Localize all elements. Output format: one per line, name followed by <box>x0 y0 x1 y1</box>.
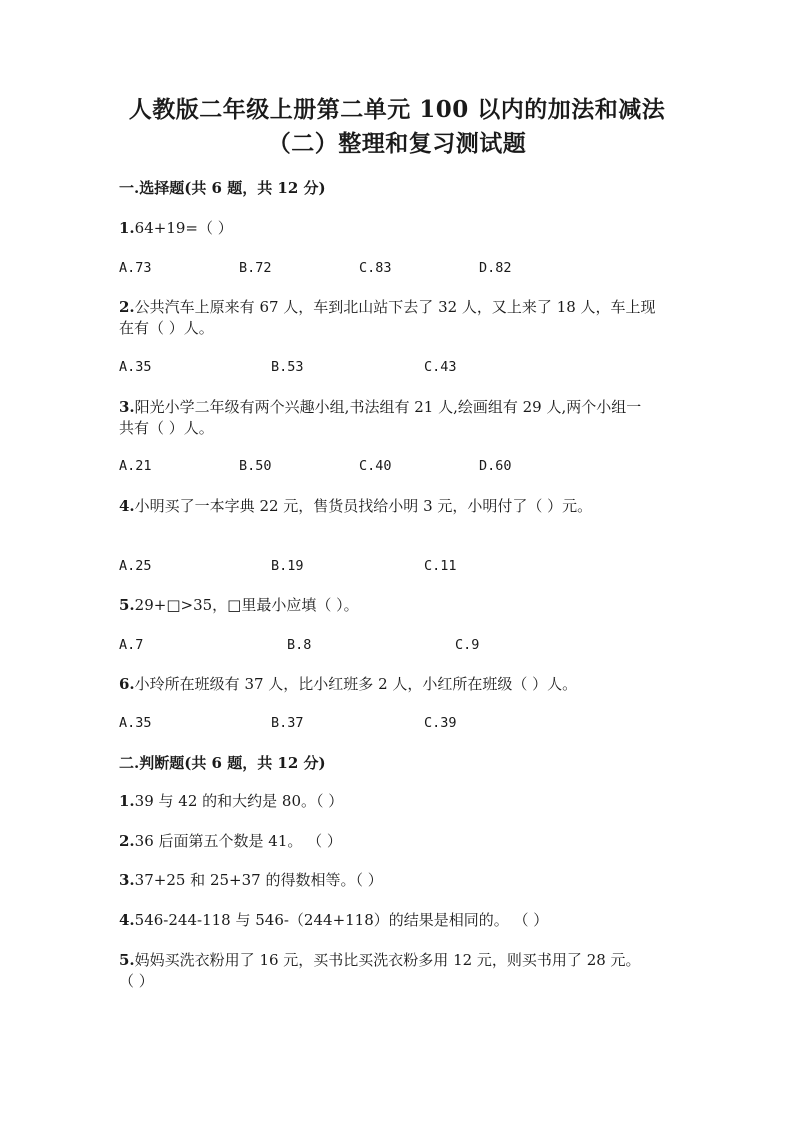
option-b: B.53 <box>271 359 304 375</box>
question-number: 1. <box>119 792 135 810</box>
question-number: 2. <box>119 298 135 316</box>
question-text: 37+25 和 25+37 的得数相等。（ ） <box>134 871 383 889</box>
question-text: 小明买了一本字典 22 元，售货员找给小明 3 元，小明付了（ ）元。 <box>134 497 593 515</box>
option-c: C.43 <box>424 359 457 375</box>
judgment-4 <box>119 910 679 930</box>
option-b: B.8 <box>287 637 312 653</box>
option-b: B.50 <box>239 458 272 474</box>
option-c: C.83 <box>359 260 392 276</box>
option-b: B.19 <box>271 558 304 574</box>
question-number: 5. <box>119 951 135 969</box>
question-2 <box>119 297 679 317</box>
option-a: A.25 <box>119 558 152 574</box>
option-a: A.21 <box>119 458 152 474</box>
question-text: 64+19=（ ） <box>134 219 233 237</box>
question-text: 36 后面第五个数是 41。 （ ） <box>134 832 342 850</box>
option-c: C.11 <box>424 558 457 574</box>
question-number: 6. <box>119 675 135 693</box>
option-c: C.39 <box>424 715 457 731</box>
section-heading-choice: 一.选择题(共 6 题，共 12 分) <box>119 179 326 197</box>
page-title-line2: （二）整理和复习测试题 <box>267 130 527 157</box>
option-a: A.35 <box>119 715 152 731</box>
option-d: D.60 <box>479 458 512 474</box>
option-a: A.7 <box>119 637 144 653</box>
option-a: A.73 <box>119 260 152 276</box>
judgment-2 <box>119 831 679 851</box>
question-number: 4. <box>119 911 135 929</box>
question-text: 阳光小学二年级有两个兴趣小组,书法组有 21 人,绘画组有 29 人,两个小组一 <box>134 398 642 416</box>
section-heading-judgment: 二.判断题(共 6 题，共 12 分) <box>119 754 326 772</box>
question-text: 小玲所在班级有 37 人，比小红班多 2 人，小红所在班级（ ）人。 <box>134 675 578 693</box>
question-3 <box>119 397 679 417</box>
question-number: 3. <box>119 398 135 416</box>
question-text: 29+□>35，□里最小应填（ ）。 <box>134 596 359 614</box>
option-a: A.35 <box>119 359 152 375</box>
option-b: B.72 <box>239 260 272 276</box>
option-c: C.9 <box>455 637 480 653</box>
question-number: 3. <box>119 871 135 889</box>
question-4 <box>119 496 679 516</box>
question-text: 39 与 42 的和大约是 80。（ ） <box>134 792 344 810</box>
judgment-3 <box>119 870 679 890</box>
question-text: 妈妈买洗衣粉用了 16 元，买书比买洗衣粉多用 12 元，则买书用了 28 元。 <box>134 951 641 969</box>
question-number: 5. <box>119 596 135 614</box>
option-c: C.40 <box>359 458 392 474</box>
question-5 <box>119 595 679 615</box>
question-number: 1. <box>119 219 135 237</box>
page-title-line1: 人教版二年级上册第二单元 100 以内的加法和减法 <box>128 96 666 123</box>
question-6 <box>119 674 679 694</box>
question-text: 公共汽车上原来有 67 人，车到北山站下去了 32 人，又上来了 18 人，车上现 <box>134 298 656 316</box>
question-3-line2: 共有（ ）人。 <box>119 419 214 437</box>
judgment-5-line2: （ ） <box>119 972 154 990</box>
question-number: 4. <box>119 497 135 515</box>
judgment-5 <box>119 950 679 970</box>
question-text: 546-244-118 与 546-（244+118）的结果是相同的。 （ ） <box>134 911 549 929</box>
judgment-1 <box>119 791 679 811</box>
question-2-line2: 在有（ ）人。 <box>119 319 214 337</box>
option-d: D.82 <box>479 260 512 276</box>
option-b: B.37 <box>271 715 304 731</box>
question-number: 2. <box>119 832 135 850</box>
question-1 <box>119 218 679 238</box>
